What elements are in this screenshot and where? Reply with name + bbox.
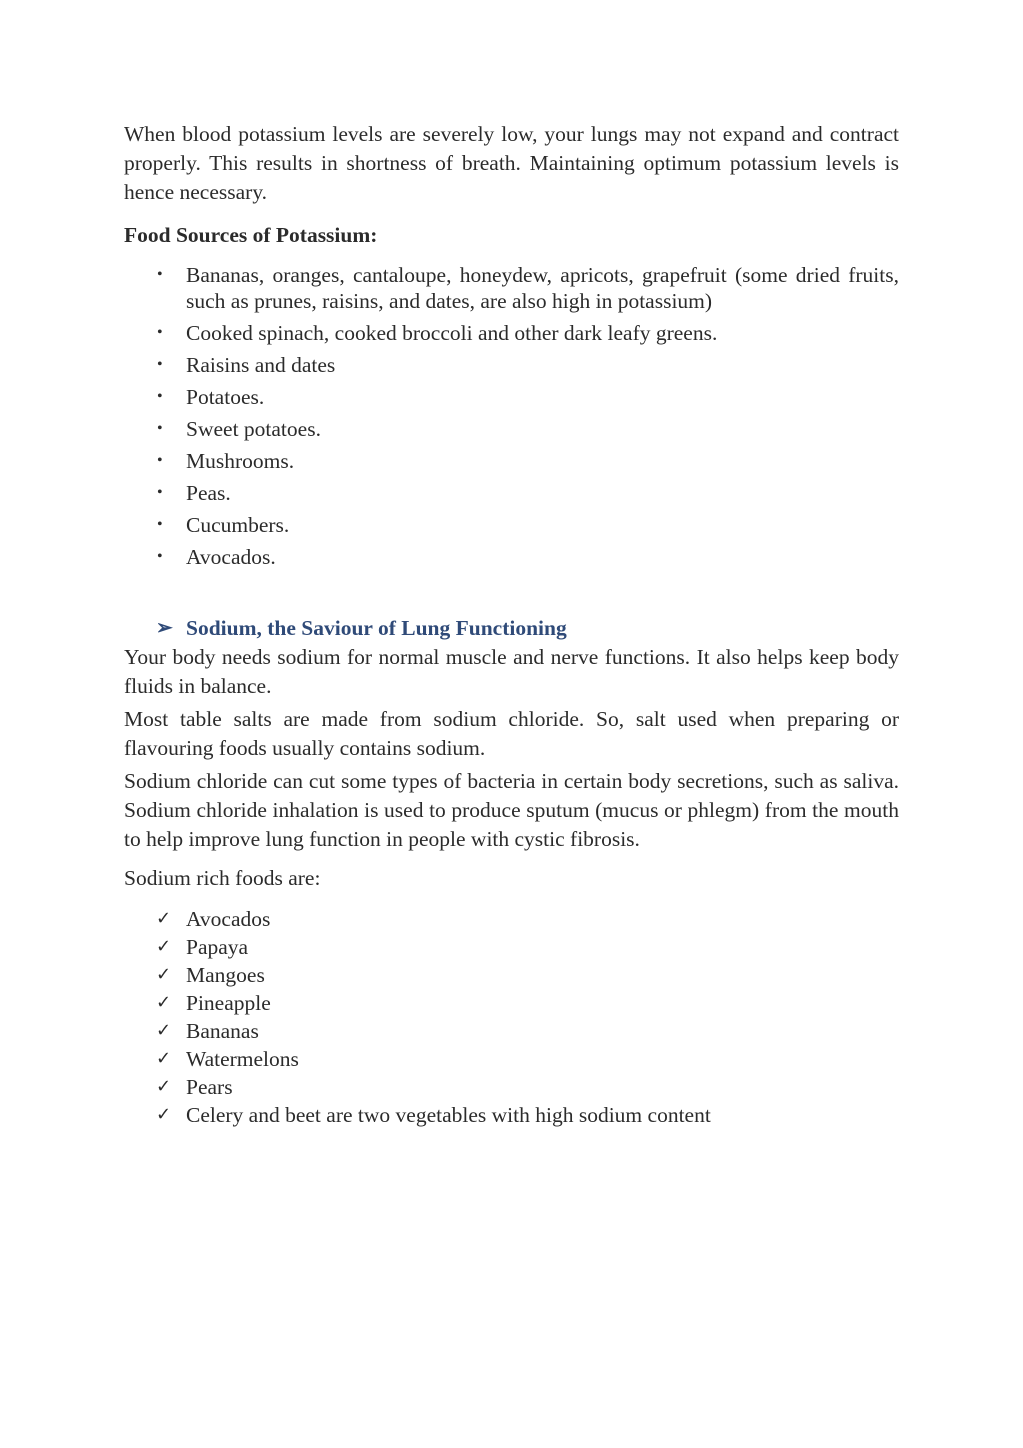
list-item [156,1045,899,1073]
bullet-icon: • [157,324,163,341]
bullet-icon: • [157,356,163,373]
list-item-text: Watermelons [186,1047,299,1071]
list-item-text: Peas. [186,481,231,505]
list-item-text: Mangoes [186,963,265,987]
bullet-icon: • [157,420,163,437]
list-item [156,1073,899,1101]
list-item-text: Sweet potatoes. [186,417,321,441]
bullet-icon: • [157,452,163,469]
list-item [157,416,899,442]
bullet-icon: • [157,484,163,501]
bullet-icon: • [157,388,163,405]
list-item [156,989,899,1017]
list-item-text: Potatoes. [186,385,265,409]
checkmark-icon: ✓ [156,964,172,985]
bullet-icon: • [157,266,163,283]
sodium-paragraph: Most table salts are made from sodium chloride. So, salt used when preparing or flavouring foods usually contains sodium. [124,707,899,760]
list-item-text: Mushrooms. [186,449,295,473]
list-item-text: Raisins and dates [186,353,336,377]
list-item-text: Avocados. [186,545,276,569]
list-item [157,512,899,538]
bullet-icon: • [157,516,163,533]
sodium-foods-intro: Sodium rich foods are: [124,866,321,890]
list-item-text: Celery and beet are two vegetables with high sodium content [186,1103,711,1127]
potassium-list [124,262,899,570]
list-item [157,320,899,346]
list-item [156,1017,899,1045]
list-item-text: Cucumbers. [186,513,290,537]
checkmark-icon: ✓ [156,1048,172,1069]
list-item-text: Avocados [186,907,271,931]
list-item [156,905,899,933]
sodium-foods-list [124,905,899,1129]
list-item [157,448,899,474]
sodium-section-heading [156,614,899,643]
document-page [124,120,899,1129]
checkmark-icon: ✓ [156,992,172,1013]
list-item-text: Bananas [186,1019,259,1043]
sodium-paragraph: Your body needs sodium for normal muscle and nerve functions. It also helps keep body fluids in balance. [124,645,899,698]
list-item [157,352,899,378]
checkmark-icon: ✓ [156,1104,172,1125]
list-item [157,262,899,314]
arrow-bullet-icon: ➢ [156,617,173,639]
list-item [156,1101,899,1129]
list-item [157,544,899,570]
list-item-text: Pineapple [186,991,271,1015]
sodium-paragraph: Sodium chloride can cut some types of bacteria in certain body secretions, such as saliva. Sodium chloride inhalation is used to produce sputum (mucus or phlegm) from the mouth to help improve lung function in people with cystic fibrosis. [124,769,899,851]
list-item-text: Bananas, oranges, cantaloupe, honeydew, apricots, grapefruit (some dried fruits, such as prunes, raisins, and dates, are also high in potassium) [186,263,899,313]
list-item [157,480,899,506]
checkmark-icon: ✓ [156,1020,172,1041]
list-item [156,961,899,989]
bullet-icon: • [157,548,163,565]
checkmark-icon: ✓ [156,1076,172,1097]
list-item-text: Cooked spinach, cooked broccoli and other dark leafy greens. [186,321,718,345]
potassium-heading: Food Sources of Potassium: [124,223,378,247]
checkmark-icon: ✓ [156,936,172,957]
checkmark-icon: ✓ [156,908,172,929]
list-item [157,384,899,410]
list-item-text: Papaya [186,935,249,959]
sodium-heading-text: Sodium, the Saviour of Lung Functioning [186,616,567,640]
list-item [156,933,899,961]
intro-paragraph: When blood potassium levels are severely low, your lungs may not expand and contract properly. This results in shortness of breath. Maintaining optimum potassium levels is hence necessary. [124,122,899,204]
list-item-text: Pears [186,1075,233,1099]
